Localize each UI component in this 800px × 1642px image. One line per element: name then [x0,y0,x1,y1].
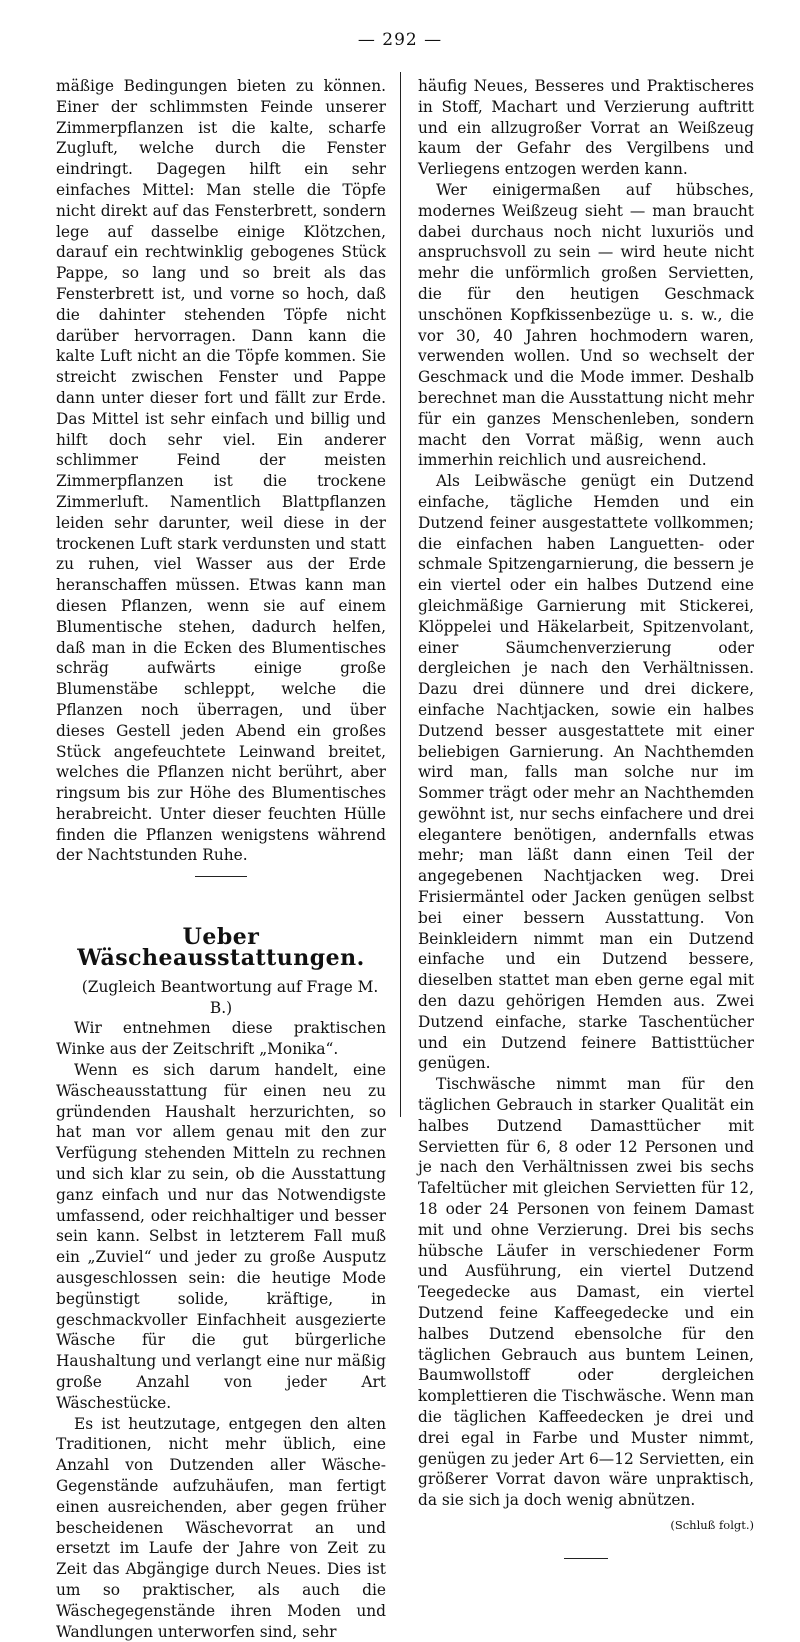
article-paragraph: Wer einigermaßen auf hübsches, modernes Weißzeug sieht — man braucht dabei durchaus noch nicht luxuriös und anspruchsvoll zu sein — wird heute nicht mehr die unförmlich großen Servietten, die für den heutigen Geschmack unschönen Kopfkissenbezüge u. s. w., die vor 30, 40 Jahren hochmodern waren, verwenden wollen. Und so wechselt der Geschmack und die Mode immer. Deshalb berechnet man die Ausstattung nicht mehr für ein ganzes Menschenleben, sondern macht den Vorrat mäßig, wenn auch immerhin reichlich und ausreichend. [418,180,754,470]
article-paragraph: Tischwäsche nimmt man für den täglichen Gebrauch in starker Qualität ein halbes Dutzend Damasttücher mit Servietten für 6, 8 oder 12 Personen und je nach den Verhältnissen zwei bis sechs Tafeltücher mit gleichen Servietten für 12, 18 oder 24 Personen von feinem Damast mit und ohne Verzierung. Drei bis sechs hübsche Läufer in verschiedener Form und Ausführung, ein viertel Dutzend Teegedecke aus Damast, ein viertel Dutzend feine Kaffeegedecke und ein halbes Dutzend ebensolche für den täglichen Gebrauch aus buntem Leinen, Baumwollstoff oder dergleichen komplettieren die Tischwäsche. Wenn man die täglichen Kaffeedecken je drei und drei egal in Farbe und Muster nimmt, genügen zu jeder Art 6—12 Servietten, ein größerer Vorrat davon wäre unpraktisch, da sie sich ja doch wenig abnützen. [418,1075,754,1510]
article-paragraph: Als Leibwäsche genügt ein Dutzend einfache, tägliche Hemden und ein Dutzend feiner ausgestattete vollkommen; die einfachen haben Languetten- oder schmale Spitzengarnierung, die bessern je ein viertel oder ein halbes Dutzend eine gleichmäßige Garnierung mit Stickerei, Klöppelei und Häkelarbeit, Spitzenvolant, einer Säumchenverzierung oder dergleichen je nach den Verhältnissen. Dazu drei dünnere und drei dickere, einfache Nachtjacken, sowie ein halbes Dutzend besser ausgestattete mit einer beliebigen Garnierung. An Nachthemden wird man, falls man solche nur im Sommer trägt oder mehr an Nachthemden gewöhnt ist, nur sechs einfachere und drei elegantere benötigen, andernfalls etwas mehr; man läßt dann einen Teil der angegebenen Nachtjacken weg. Drei Frisiermäntel oder Jacken genügen selbst bei einer bessern Ausstattung. Von Beinkleidern nimmt man ein Dutzend einfache und ein Dutzend bessere, dieselben stattet man eben gerne egal mit den dazu gehörigen Hemden aus. Zwei Dutzend einfache, starke Taschentücher und ein Dutzend feinere Battisttücher genügen. [418,472,754,1073]
continuation-note: (Schluß folgt.) [670,1517,754,1532]
right-column [418,76,754,1559]
article-paragraph: Wenn es sich darum handelt, eine Wäscheausstattung für einen neu zu gründenden Haushalt herzurichten, so hat man vor allem genau mit den zur Verfügung stehenden Mitteln zu rechnen und sich klar zu sein, ob die Ausstattung ganz einfach und nur das Notwendigste umfassend, oder reichhaltiger und besser sein kann. Selbst in letzterem Fall muß ein „Zuviel“ und jeder zu große Ausputz ausgeschlossen sein: die heutige Mode begünstigt solide, kräftige, in geschmackvoller Einfachheit ausgezierte Wäsche für die gut bürgerliche Haushaltung und verlangt eine nur mäßig große Anzahl von jeder Art Wäschestücke. [56,1061,386,1412]
left-paragraph-continuation: mäßige Bedingungen bieten zu können. Einer der schlimmsten Feinde unserer Zimmerpflanzen ist die kalte, scharfe Zugluft, welche durch die Fenster eindringt. Dagegen hilft ein sehr einfaches Mittel: Man stelle die Töpfe nicht direkt auf das Fensterbrett, sondern lege auf dasselbe einige Klötzchen, darauf ein rechtwinklig gebogenes Stück Pappe, so lang und so breit als das Fensterbrett ist, und vorne so hoch, daß die dahinter stehenden Töpfe nicht darüber hervorragen. Dann kann die kalte Luft nicht an die Töpfe kommen. Sie streicht zwischen Fenster und Pappe dann unter dieser fort und fällt zur Erde. Das Mittel ist sehr einfach und billig und hilft doch sehr viel. Ein anderer schlimmer Feind der meisten Zimmerpflanzen ist die trockene Zimmerluft. Namentlich Blattpflanzen leiden sehr darunter, weil diese in der trockenen Luft stark verdunsten und statt zu ruhen, viel Wasser aus der Erde heranschaffen müssen. Etwas kann man diesen Pflanzen, wenn sie auf einem Blumentische stehen, dadurch helfen, daß man in die Ecken des Blumentisches schräg aufwärts einige große Blumenstäbe schleppt, welche die Pflanzen noch überragen, und über dieses Gestell jeden Abend ein großes Stück angefeuchtete Leinwand breitet, welches die Pflanzen nicht berührt, aber ringsum bis zur Höhe des Blumentisches herabreicht. Unter dieser feuchten Hülle finden die Pflanzen wenigstens während der Nachtstunden Ruhe. [56,77,386,865]
end-rule [564,1558,608,1559]
article-paragraph: Es ist heutzutage, entgegen den alten Traditionen, nicht mehr üblich, eine Anzahl von Dutzenden aller Wäsche-Gegenstände aufzuhäufen, man fertigt einen ausreichenden, aber gegen früher bescheidenen Wäschevorrat an und ersetzt im Laufe der Jahre von Zeit zu Zeit das Abgängige durch Neues. Dies ist um so praktischer, als auch die Wäschegegenstände ihren Moden und Wandlungen unterworfen sind, sehr [56,1414,386,1641]
article-subtitle: (Zugleich Beantwortung auf Frage M. B.) [81,977,379,1017]
article-title: Ueber Wäscheausstattungen. [77,924,365,972]
article-paragraph-continuation: häufig Neues, Besseres und Praktischeres in Stoff, Machart und Verzierung auftritt und ein allzugroßer Vorrat an Weißzeug kaum der Gefahr des Vergilbens und Verliegens entzogen werden kann. [418,77,754,179]
column-divider [400,72,401,1117]
page-number: — 292 — [357,30,443,50]
left-column [56,76,386,1642]
section-separator [195,876,247,877]
article-intro: Wir entnehmen diese praktischen Winke aus der Zeitschrift „Monika“. [56,1019,386,1059]
